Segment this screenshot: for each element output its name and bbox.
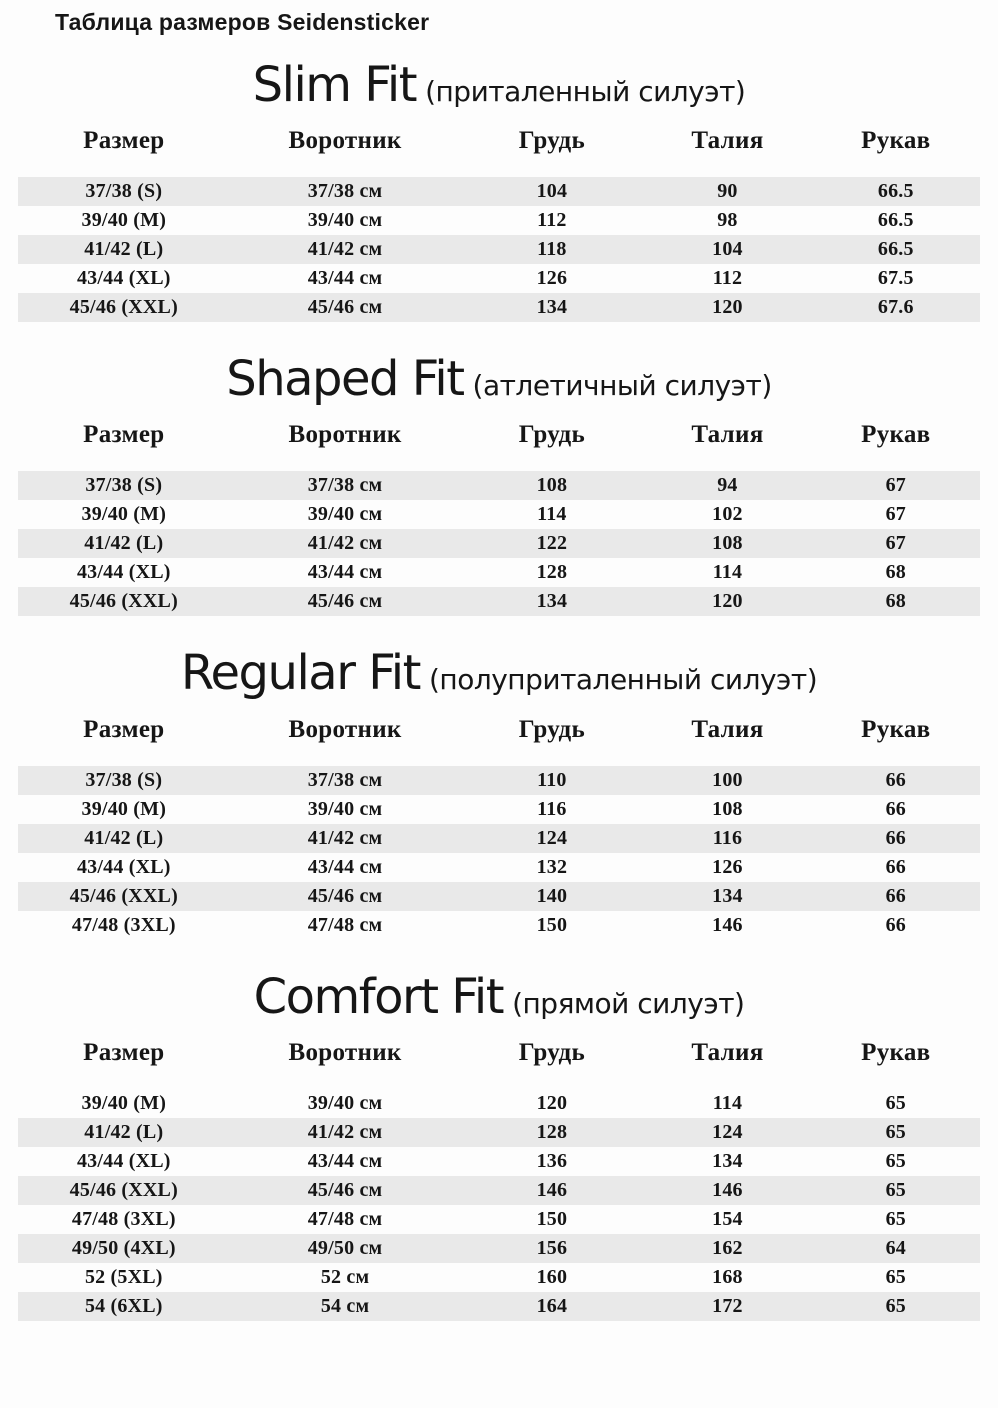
table-cell: 156 bbox=[461, 1234, 644, 1263]
table-header-row bbox=[18, 712, 980, 766]
size-table-shaped-fit bbox=[18, 417, 980, 616]
table-header-row bbox=[18, 417, 980, 471]
table-cell: 39/40 (M) bbox=[81, 503, 167, 526]
table-cell: 66.5 bbox=[812, 177, 980, 206]
table-cell: 114 bbox=[537, 503, 567, 526]
table-cell: 146 bbox=[461, 1176, 644, 1205]
section-shaped-fit bbox=[0, 352, 998, 616]
section-heading bbox=[0, 58, 998, 113]
size-table-regular-fit bbox=[18, 712, 980, 940]
section-slim-fit bbox=[0, 58, 998, 322]
table-cell: 100 bbox=[643, 766, 811, 795]
table-row bbox=[18, 1292, 980, 1321]
table-cell: 45/46 см bbox=[230, 1176, 461, 1205]
table-cell: 67 bbox=[812, 471, 980, 500]
table-cell: 128 bbox=[536, 561, 568, 584]
table-cell: 47/48 (3XL) bbox=[71, 1207, 176, 1230]
size-table-slim-fit bbox=[18, 123, 980, 322]
column-header: Воротник bbox=[288, 421, 402, 449]
table-cell: 41/42 см bbox=[230, 529, 461, 558]
column-header: Талия bbox=[691, 1038, 764, 1066]
table-cell: 136 bbox=[536, 1149, 568, 1172]
table-cell: 41/42 см bbox=[230, 1118, 461, 1147]
column-header: Рукав bbox=[861, 1038, 931, 1066]
column-header: Размер bbox=[83, 1038, 165, 1066]
table-row bbox=[18, 766, 980, 795]
table-row bbox=[18, 177, 980, 206]
table-body bbox=[18, 471, 980, 616]
table-cell: 112 bbox=[537, 209, 567, 232]
table-cell: 39/40 (M) bbox=[81, 1091, 167, 1114]
table-cell: 108 bbox=[643, 529, 811, 558]
table-cell: 43/44 (XL) bbox=[76, 561, 171, 584]
table-cell: 43/44 см bbox=[307, 855, 383, 878]
table-cell: 45/46 (XXL) bbox=[18, 1176, 230, 1205]
table-row bbox=[18, 1205, 980, 1234]
table-cell: 146 bbox=[643, 1176, 811, 1205]
table-cell: 41/42 см bbox=[230, 824, 461, 853]
table-cell: 67.6 bbox=[812, 293, 980, 322]
table-cell: 65 bbox=[885, 1265, 906, 1288]
table-cell: 67 bbox=[885, 503, 906, 526]
table-cell: 108 bbox=[461, 471, 644, 500]
table-cell: 47/48 см bbox=[307, 913, 383, 936]
table-cell: 45/46 (XXL) bbox=[18, 882, 230, 911]
table-cell: 65 bbox=[885, 1149, 906, 1172]
table-cell: 110 bbox=[461, 766, 644, 795]
table-cell: 39/40 (M) bbox=[81, 209, 167, 232]
section-comfort-fit bbox=[0, 970, 998, 1321]
column-header: Размер bbox=[83, 715, 165, 743]
table-cell: 45/46 (XXL) bbox=[18, 293, 230, 322]
section-heading bbox=[0, 646, 998, 701]
section-regular-fit bbox=[0, 646, 998, 939]
table-row bbox=[18, 795, 980, 824]
table-cell: 154 bbox=[712, 1207, 743, 1230]
fit-name: Slim Fit bbox=[252, 57, 417, 113]
table-cell: 41/42 (L) bbox=[18, 235, 230, 264]
table-cell: 43/44 (XL) bbox=[76, 1149, 171, 1172]
table-cell: 67.5 bbox=[877, 267, 914, 290]
table-cell: 45/46 см bbox=[230, 293, 461, 322]
table-cell: 43/44 см bbox=[307, 561, 383, 584]
table-row bbox=[18, 500, 980, 529]
fit-subtitle: (прямой силуэт) bbox=[512, 986, 745, 1020]
table-row bbox=[18, 1234, 980, 1263]
table-cell: 164 bbox=[461, 1292, 644, 1321]
table-row bbox=[18, 471, 980, 500]
table-cell: 66 bbox=[885, 797, 906, 820]
table-cell: 160 bbox=[536, 1265, 568, 1288]
table-cell: 67 bbox=[812, 529, 980, 558]
table-cell: 65 bbox=[812, 1292, 980, 1321]
table-cell: 64 bbox=[812, 1234, 980, 1263]
table-cell: 124 bbox=[461, 824, 644, 853]
table-row bbox=[18, 1147, 980, 1176]
fit-name: Comfort Fit bbox=[253, 968, 504, 1025]
table-cell: 66 bbox=[885, 913, 906, 936]
table-cell: 43/44 (XL) bbox=[76, 855, 171, 878]
table-cell: 65 bbox=[885, 1091, 906, 1114]
table-cell: 39/40 см bbox=[307, 797, 383, 820]
table-cell: 66 bbox=[812, 882, 980, 911]
table-cell: 128 bbox=[461, 1118, 644, 1147]
table-row bbox=[18, 206, 980, 235]
table-body bbox=[18, 766, 980, 940]
table-cell: 45/46 см bbox=[230, 587, 461, 616]
table-row bbox=[18, 235, 980, 264]
fit-subtitle: (полуприталенный силуэт) bbox=[428, 663, 818, 697]
table-cell: 37/38 см bbox=[230, 471, 461, 500]
table-cell: 65 bbox=[812, 1176, 980, 1205]
table-row bbox=[18, 587, 980, 616]
table-cell: 168 bbox=[712, 1265, 743, 1288]
table-cell: 134 bbox=[712, 1149, 743, 1172]
table-cell: 49/50 см bbox=[230, 1234, 461, 1263]
table-cell: 52 см bbox=[320, 1265, 370, 1288]
column-header: Воротник bbox=[288, 715, 402, 743]
table-cell: 66 bbox=[812, 824, 980, 853]
table-row bbox=[18, 1118, 980, 1147]
table-cell: 98 bbox=[717, 209, 738, 232]
table-row bbox=[18, 882, 980, 911]
table-row bbox=[18, 529, 980, 558]
column-header: Рукав bbox=[861, 421, 931, 449]
table-row bbox=[18, 264, 980, 293]
page-title: Таблица размеров Seidensticker bbox=[55, 9, 430, 35]
table-cell: 140 bbox=[461, 882, 644, 911]
table-cell: 116 bbox=[537, 797, 567, 820]
column-header: Талия bbox=[691, 715, 764, 743]
table-header-row bbox=[18, 1035, 980, 1089]
table-cell: 102 bbox=[712, 503, 743, 526]
table-cell: 134 bbox=[643, 882, 811, 911]
table-cell: 124 bbox=[643, 1118, 811, 1147]
table-cell: 43/44 см bbox=[307, 267, 383, 290]
table-cell: 47/48 (3XL) bbox=[71, 913, 176, 936]
table-cell: 65 bbox=[812, 1118, 980, 1147]
table-cell: 45/46 см bbox=[230, 882, 461, 911]
table-cell: 66 bbox=[885, 855, 906, 878]
column-header: Грудь bbox=[518, 1038, 585, 1066]
fit-subtitle: (атлетичный силуэт) bbox=[472, 369, 772, 403]
table-cell: 37/38 см bbox=[230, 177, 461, 206]
table-cell: 132 bbox=[536, 855, 568, 878]
fit-name: Regular Fit bbox=[180, 645, 420, 702]
table-cell: 108 bbox=[712, 797, 743, 820]
table-cell: 47/48 см bbox=[307, 1207, 383, 1230]
table-row bbox=[18, 853, 980, 882]
table-cell: 37/38 см bbox=[230, 766, 461, 795]
column-header: Талия bbox=[691, 421, 764, 449]
column-header: Рукав bbox=[861, 715, 931, 743]
table-cell: 112 bbox=[712, 267, 743, 290]
table-cell: 66 bbox=[812, 766, 980, 795]
column-header: Грудь bbox=[518, 421, 585, 449]
table-cell: 43/44 см bbox=[307, 1149, 383, 1172]
table-cell: 122 bbox=[461, 529, 644, 558]
table-row bbox=[18, 1263, 980, 1292]
table-cell: 162 bbox=[643, 1234, 811, 1263]
table-cell: 68 bbox=[812, 587, 980, 616]
table-cell: 41/42 (L) bbox=[18, 1118, 230, 1147]
column-header: Воротник bbox=[288, 127, 402, 155]
column-header: Размер bbox=[83, 127, 165, 155]
table-cell: 65 bbox=[885, 1207, 906, 1230]
table-cell: 66.5 bbox=[877, 209, 914, 232]
table-cell: 116 bbox=[643, 824, 811, 853]
table-cell: 39/40 см bbox=[307, 209, 383, 232]
table-cell: 104 bbox=[643, 235, 811, 264]
table-cell: 150 bbox=[536, 913, 568, 936]
table-cell: 120 bbox=[643, 587, 811, 616]
table-cell: 39/40 см bbox=[307, 503, 383, 526]
table-cell: 41/42 (L) bbox=[18, 824, 230, 853]
table-cell: 104 bbox=[461, 177, 644, 206]
column-header: Размер bbox=[83, 421, 165, 449]
section-heading bbox=[0, 352, 998, 407]
table-cell: 90 bbox=[643, 177, 811, 206]
table-cell: 49/50 (4XL) bbox=[18, 1234, 230, 1263]
column-header: Грудь bbox=[518, 715, 585, 743]
table-header-row bbox=[18, 123, 980, 177]
table-cell: 45/46 (XXL) bbox=[18, 587, 230, 616]
table-cell: 54 (6XL) bbox=[18, 1292, 230, 1321]
column-header: Рукав bbox=[861, 127, 931, 155]
table-cell: 39/40 см bbox=[307, 1091, 383, 1114]
table-cell: 134 bbox=[461, 293, 644, 322]
table-cell: 66.5 bbox=[812, 235, 980, 264]
table-cell: 68 bbox=[885, 561, 906, 584]
table-body bbox=[18, 177, 980, 322]
table-cell: 52 (5XL) bbox=[84, 1265, 163, 1288]
table-cell: 43/44 (XL) bbox=[76, 267, 171, 290]
column-header: Воротник bbox=[288, 1038, 402, 1066]
table-row bbox=[18, 293, 980, 322]
table-cell: 126 bbox=[712, 855, 743, 878]
table-cell: 41/42 см bbox=[230, 235, 461, 264]
table-cell: 126 bbox=[536, 267, 568, 290]
fit-name: Shaped Fit bbox=[226, 351, 464, 408]
table-cell: 37/38 (S) bbox=[18, 177, 230, 206]
column-header: Талия bbox=[691, 127, 764, 155]
table-cell: 41/42 (L) bbox=[18, 529, 230, 558]
table-cell: 39/40 (M) bbox=[81, 797, 167, 820]
table-row bbox=[18, 558, 980, 587]
table-cell: 172 bbox=[643, 1292, 811, 1321]
table-cell: 150 bbox=[536, 1207, 568, 1230]
table-cell: 120 bbox=[643, 293, 811, 322]
table-cell: 120 bbox=[536, 1091, 568, 1114]
table-cell: 118 bbox=[461, 235, 644, 264]
table-cell: 146 bbox=[712, 913, 743, 936]
table-cell: 114 bbox=[712, 1091, 743, 1114]
table-row bbox=[18, 824, 980, 853]
fit-subtitle: (приталенный силуэт) bbox=[425, 75, 746, 108]
table-cell: 134 bbox=[461, 587, 644, 616]
table-row bbox=[18, 1176, 980, 1205]
table-body bbox=[18, 1089, 980, 1321]
table-row bbox=[18, 911, 980, 940]
column-header: Грудь bbox=[518, 127, 585, 155]
table-row bbox=[18, 1089, 980, 1118]
table-cell: 94 bbox=[643, 471, 811, 500]
size-table-comfort-fit bbox=[18, 1035, 980, 1321]
table-cell: 54 см bbox=[230, 1292, 461, 1321]
table-cell: 37/38 (S) bbox=[18, 471, 230, 500]
table-cell: 37/38 (S) bbox=[18, 766, 230, 795]
table-cell: 114 bbox=[712, 561, 743, 584]
section-heading bbox=[0, 970, 998, 1025]
